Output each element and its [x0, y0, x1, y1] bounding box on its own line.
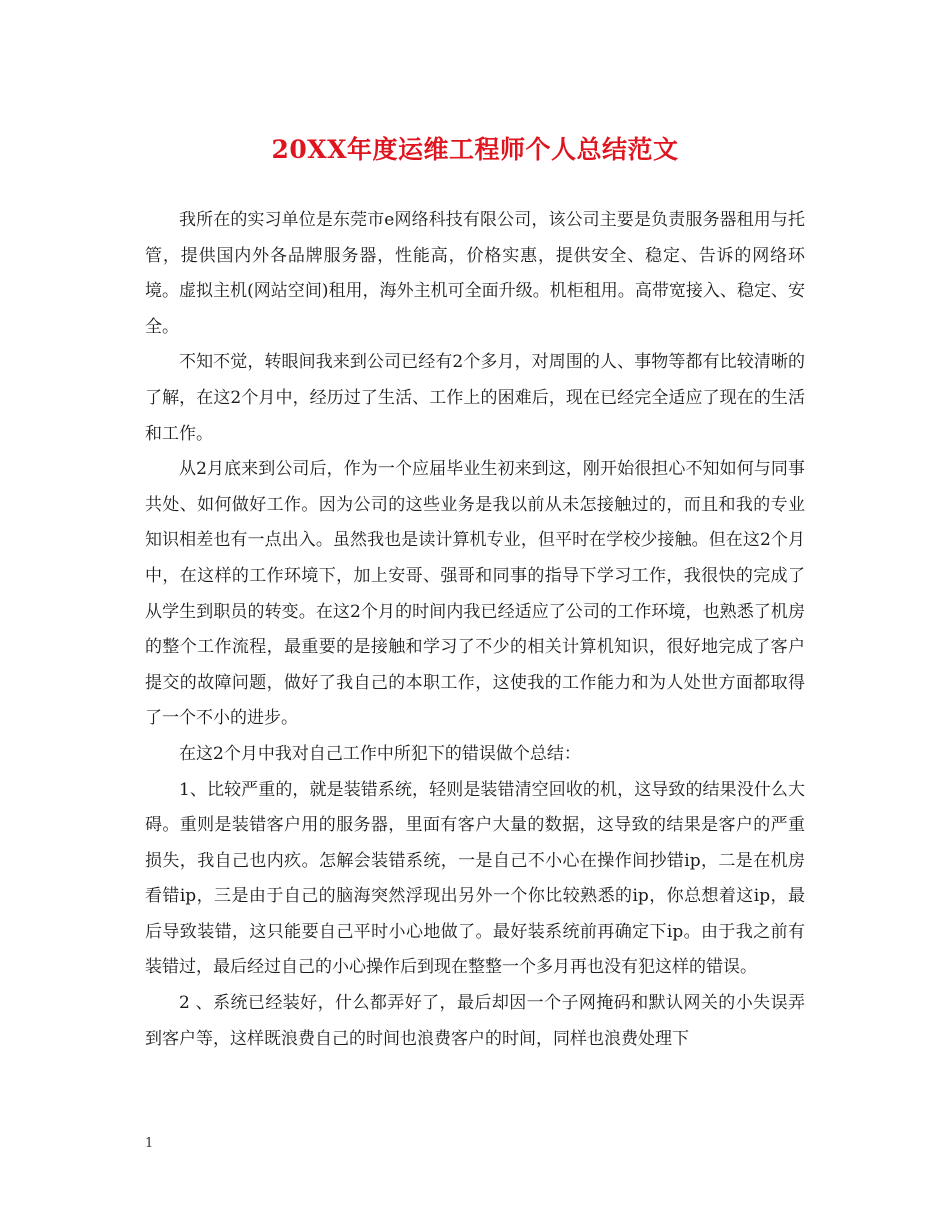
paragraph: 2 、系统已经装好，什么都弄好了，最后却因一个子网掩码和默认网关的小失误弄到客户等，这样既浪费自己的时间也浪费客户的时间，同样也浪费处理下: [145, 993, 805, 1049]
document-title: 20XX年度运维工程师个人总结范文: [271, 135, 679, 164]
paragraph: 1、比较严重的，就是装错系统，轻则是装错清空回收的机，这导致的结果没什么大碍。重则是装错客户用的服务器，里面有客户大量的数据，这导致的结果是客户的严重损失，我自己也内疚。怎解会装错系统，一是自己不小心在操作间抄错ip，二是在机房看错ip，三是由于自己的脑海突然浮现出另外一个你比较熟悉的ip，你总想着这ip，最后导致装错，这只能要自己平时小心地做了。最好装系统前再确定下ip。由于我之前有装错过，最后经过自己的小心操作后到现在整整一个多月再也没有犯这样的错误。: [145, 779, 805, 978]
paragraph: 我所在的实习单位是东莞市e网络科技有限公司，该公司主要是负责服务器租用与托管，提供国内外各品牌服务器，性能高，价格实惠，提供安全、稳定、告诉的网络环境。虚拟主机(网站空间)租用，海外主机可全面升级。机柜租用。高带宽接入、稳定、安全。: [145, 210, 805, 337]
paragraph: 在这2个月中我对自己工作中所犯下的错误做个总结：: [179, 743, 581, 764]
paragraph: 从2月底来到公司后，作为一个应届毕业生初来到这，刚开始很担心不知如何与同事共处、如何做好工作。因为公司的这些业务是我以前从未怎接触过的，而且和我的专业知识相差也有一点出入。虽然我也是读计算机专业，但平时在学校少接触。但在这2个月中，在这样的工作环境下，加上安哥、强哥和同事的指导下学习工作，我很快的完成了从学生到职员的转变。在这2个月的时间内我已经适应了公司的工作环境，也熟悉了机房的整个工作流程，最重要的是接触和学习了不少的相关计算机知识，很好地完成了客户提交的故障问题，做好了我自己的本职工作，这使我的工作能力和为人处世方面都取得了一个不小的进步。: [145, 459, 805, 729]
document-body: [145, 203, 805, 1057]
paragraph: 不知不觉，转眼间我来到公司已经有2个多月，对周围的人、事物等都有比较清晰的了解，在这2个月中，经历过了生活、工作上的困难后，现在已经完全适应了现在的生活和工作。: [145, 352, 805, 444]
page-number: 1: [145, 1136, 154, 1151]
